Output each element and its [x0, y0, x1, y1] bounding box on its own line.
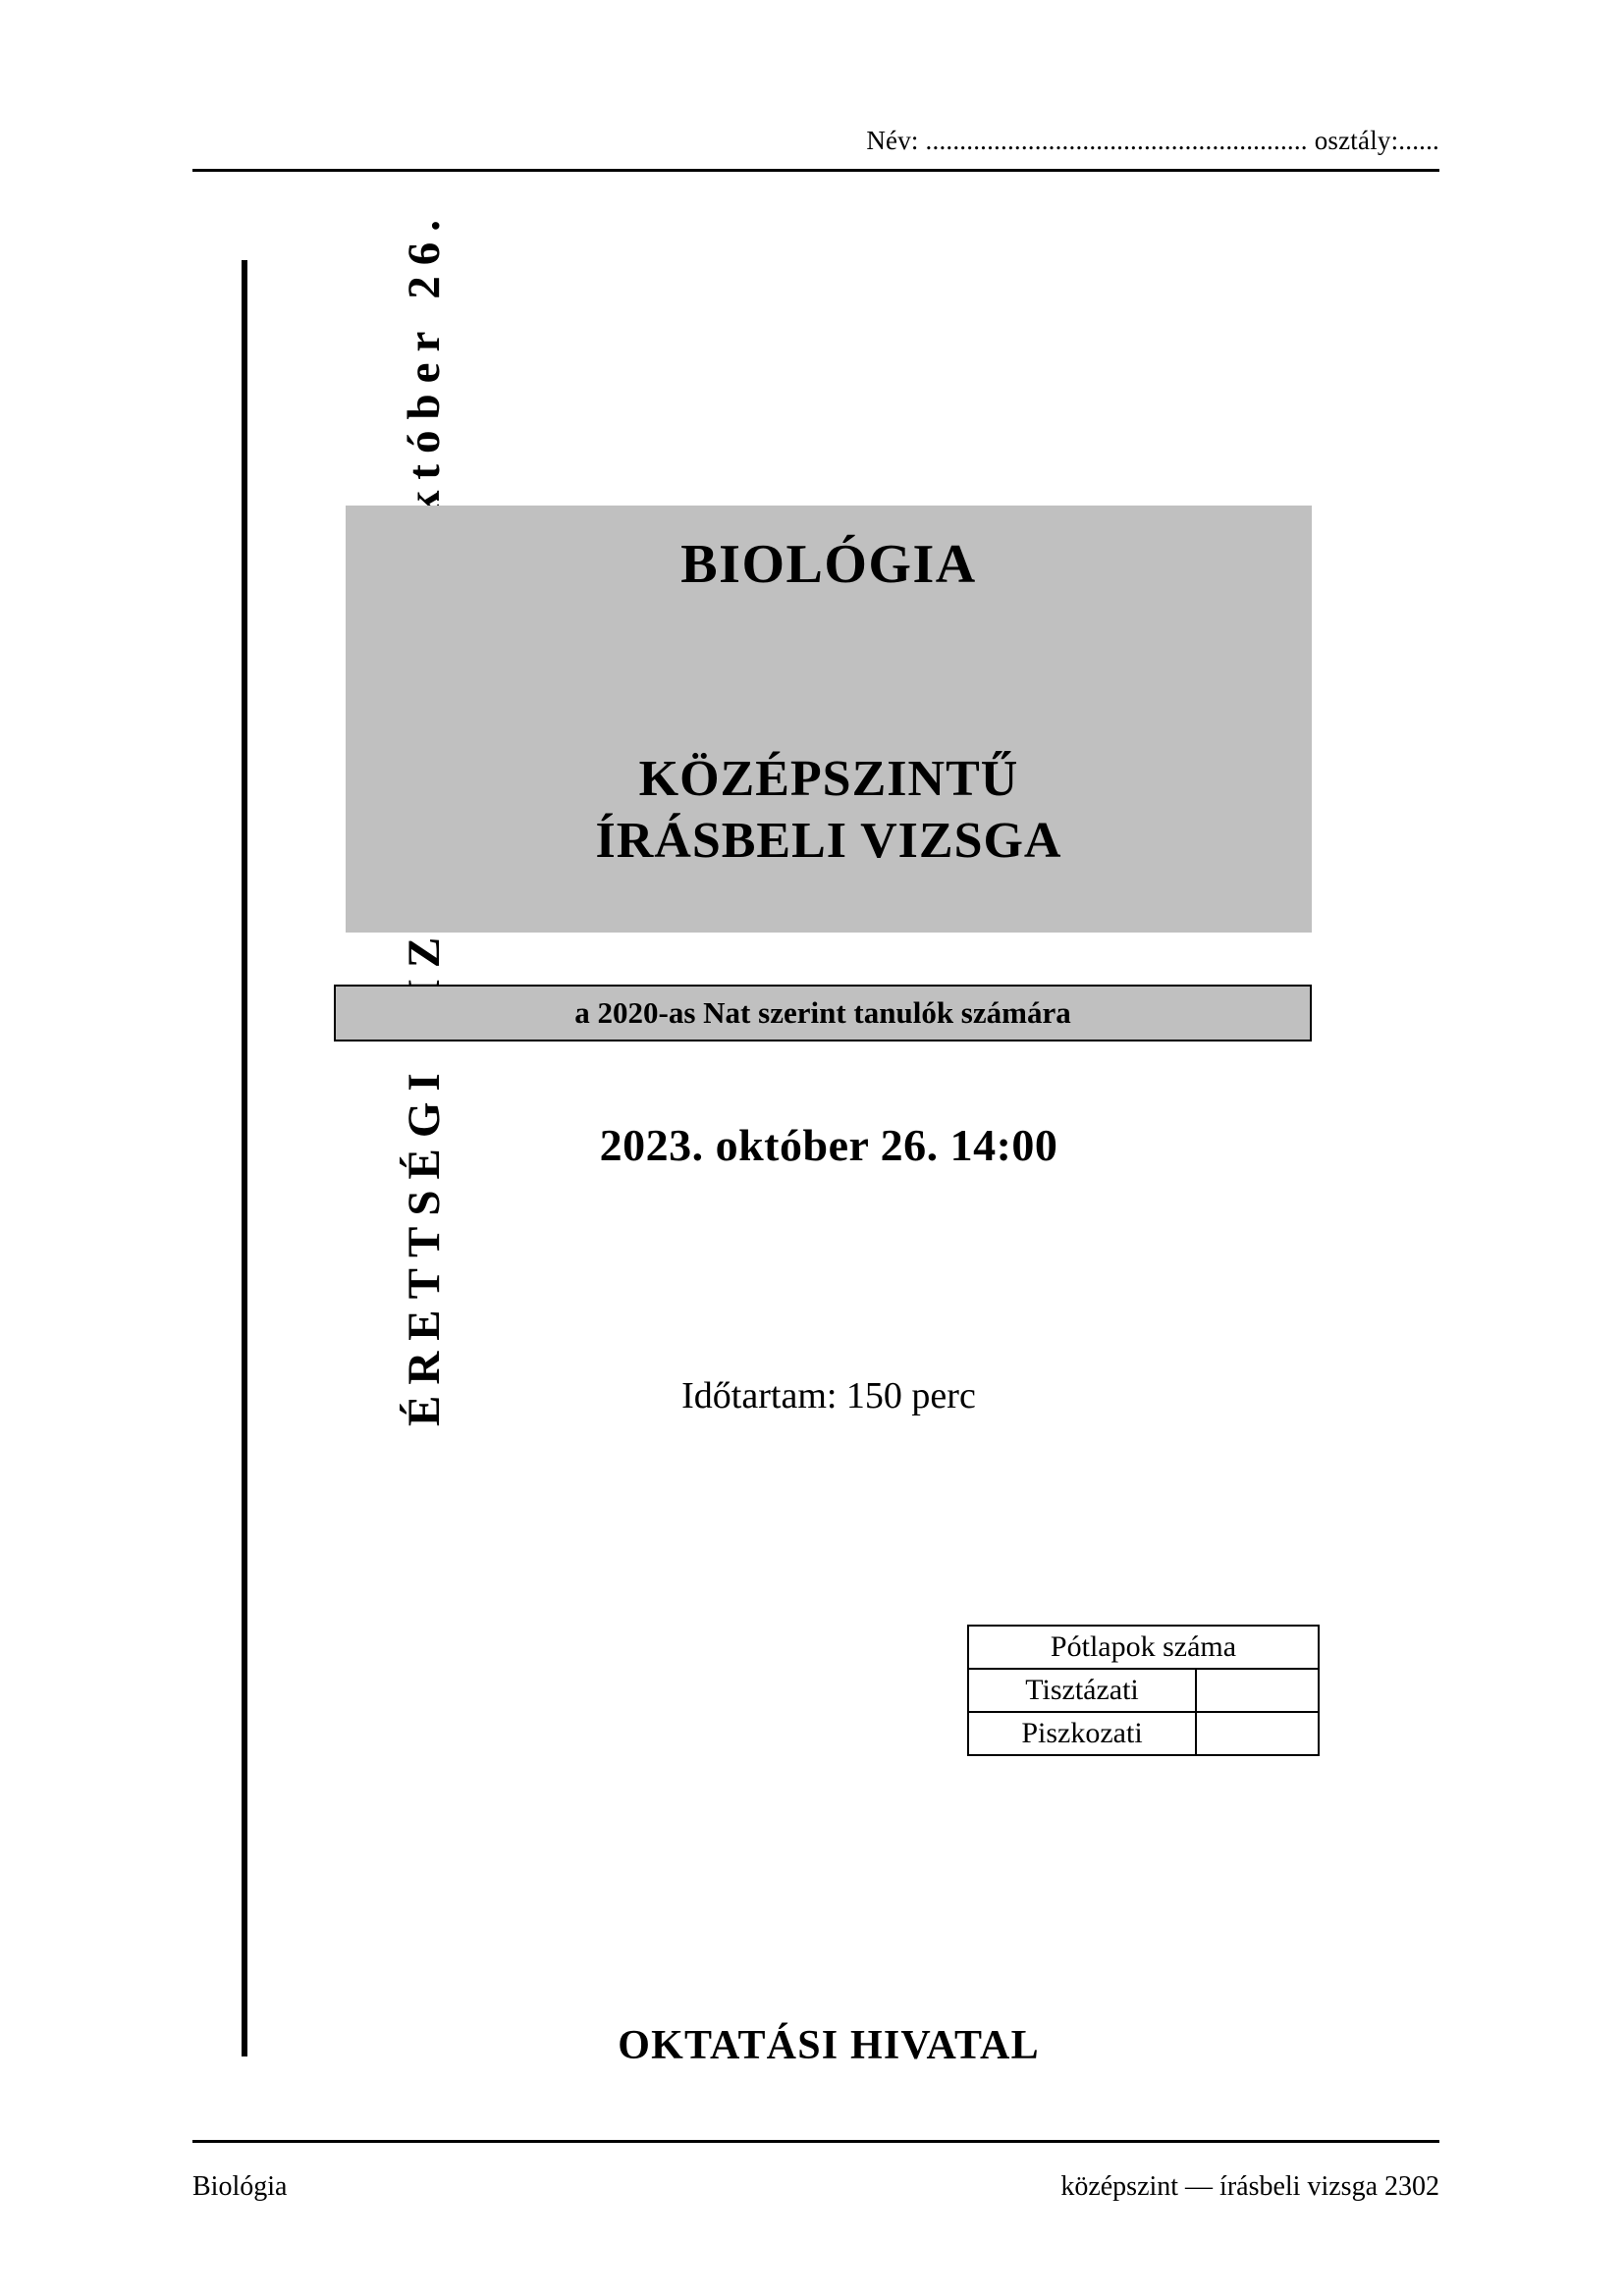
exam-level-title: [595, 748, 1061, 873]
header-divider: [192, 169, 1439, 172]
footer-exam-code: középszint — írásbeli vizsga 2302: [1060, 2171, 1439, 2202]
organisation-name: OKTATÁSI HIVATAL: [618, 2023, 1040, 2068]
exam-level-line-2: ÍRÁSBELI VIZSGA: [595, 813, 1062, 870]
vertical-title-divider: [242, 260, 247, 2056]
student-name-line: Név: ........................................................ osztály:......: [866, 126, 1439, 155]
supplement-row-value-clean[interactable]: [1196, 1669, 1319, 1712]
title-block: [346, 506, 1312, 933]
exam-duration: Időtartam: 150 perc: [681, 1375, 976, 1416]
curriculum-note: a 2020-as Nat szerint tanulók számára: [334, 985, 1312, 1041]
subject-title: BIOLÓGIA: [680, 534, 977, 595]
footer-divider: [192, 2140, 1439, 2143]
supplement-row-label-draft: Piszkozati: [968, 1712, 1196, 1755]
supplement-sheets-table: [967, 1625, 1320, 1756]
supplement-row-label-clean: Tisztázati: [968, 1669, 1196, 1712]
footer-subject: Biológia: [192, 2171, 288, 2202]
table-row: [968, 1669, 1319, 1712]
exam-level-line-1: KÖZÉPSZINTŰ: [638, 751, 1019, 807]
table-row: [968, 1626, 1319, 1669]
supplement-row-value-draft[interactable]: [1196, 1712, 1319, 1755]
supplement-table-header: Pótlapok száma: [968, 1626, 1319, 1669]
table-row: [968, 1712, 1319, 1755]
exam-date: 2023. október 26. 14:00: [599, 1120, 1058, 1170]
